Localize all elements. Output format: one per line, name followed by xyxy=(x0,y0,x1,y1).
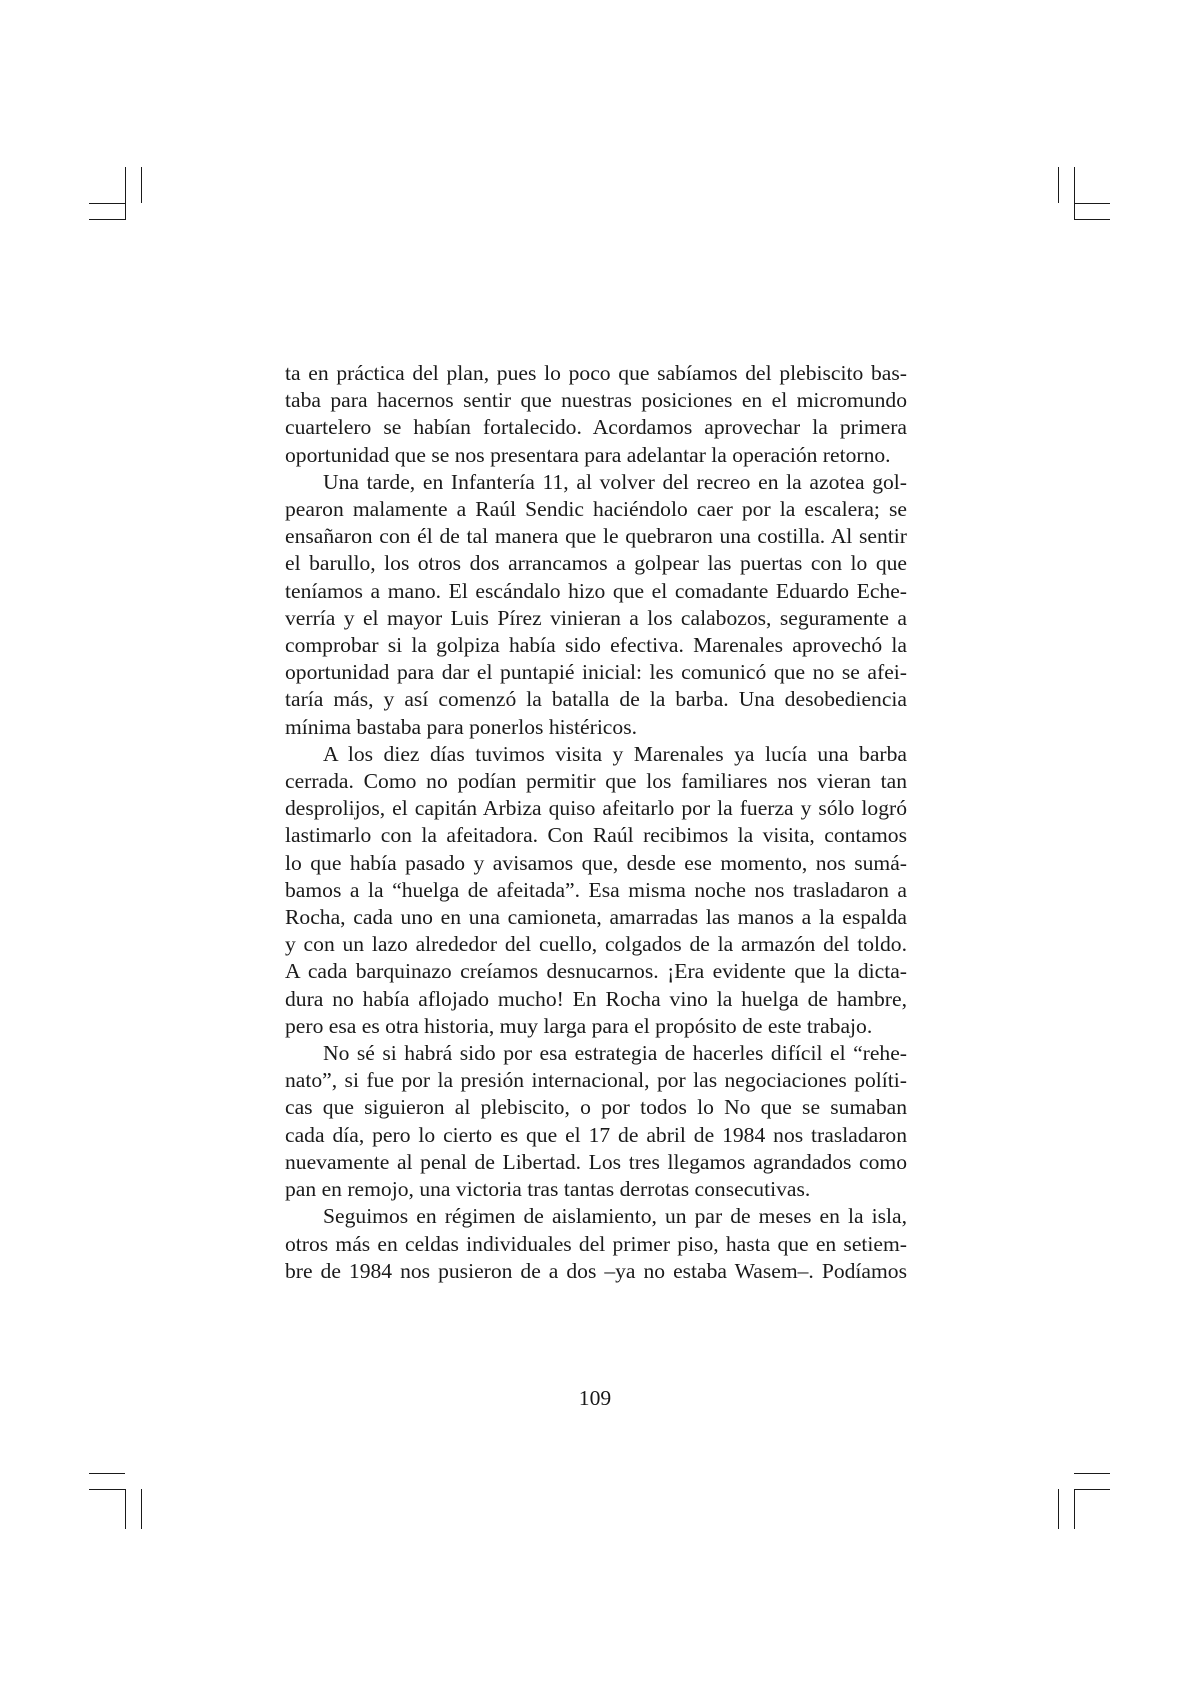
text-line: desprolijos, el capitán Arbiza quiso afeitarlo por la fuerza y sólo logró xyxy=(285,796,907,821)
text-line: taba para hacernos sentir que nuestras posiciones en el micromundo xyxy=(285,388,907,413)
text-line: otros más en celdas individuales del primer piso, hasta que en setiem- xyxy=(285,1231,907,1256)
text-line: nuevamente al penal de Libertad. Los tres llegamos agrandados como xyxy=(285,1149,907,1174)
crop-mark xyxy=(141,167,142,203)
crop-mark xyxy=(1074,1489,1110,1490)
text-line: y con un lazo alrededor del cuello, colgados de la armazón del toldo. xyxy=(285,932,907,957)
crop-mark xyxy=(125,1489,126,1529)
text-line: cada día, pero lo cierto es que el 17 de abril de 1984 nos trasladaron xyxy=(285,1122,907,1147)
text-line: pearon malamente a Raúl Sendic haciéndolo caer por la escalera; se xyxy=(285,497,907,522)
text-line: cerrada. Como no podían permitir que los familiares nos vieran tan xyxy=(285,769,907,794)
text-line: A cada barquinazo creíamos desnucarnos. ¡Era evidente que la dicta- xyxy=(285,959,907,984)
paragraph xyxy=(285,360,907,469)
text-line: No sé si habrá sido por esa estrategia de hacerles difícil el “rehe- xyxy=(323,1041,907,1066)
text-line: ensañaron con él de tal manera que le quebraron una costilla. Al sentir xyxy=(285,524,907,549)
text-line: el barullo, los otros dos arrancamos a golpear las puertas con lo que xyxy=(285,551,907,576)
paragraph xyxy=(285,741,907,1040)
text-line: oportunidad que se nos presentara para adelantar la operación retorno. xyxy=(285,442,891,467)
crop-mark xyxy=(89,1473,125,1474)
text-line: Una tarde, en Infantería 11, al volver del recreo en la azotea gol- xyxy=(323,469,907,494)
paragraph xyxy=(285,469,907,741)
text-line: Seguimos en régimen de aislamiento, un par de meses en la isla, xyxy=(323,1204,907,1229)
text-line: dura no había aflojado mucho! En Rocha vino la huelga de hambre, xyxy=(285,986,907,1011)
text-line: pero esa es otra historia, muy larga para el propósito de este trabajo. xyxy=(285,1013,873,1038)
text-line: pan en remojo, una victoria tras tantas derrotas consecutivas. xyxy=(285,1177,811,1202)
crop-mark xyxy=(1074,203,1110,204)
text-line: Rocha, cada uno en una camioneta, amarradas las manos a la espalda xyxy=(285,905,907,930)
crop-mark xyxy=(141,1489,142,1529)
crop-mark xyxy=(1074,1473,1110,1474)
text-line: taría más, y así comenzó la batalla de la barba. Una desobediencia xyxy=(285,687,907,712)
text-line: lastimarlo con la afeitadora. Con Raúl recibimos la visita, contamos xyxy=(285,823,907,848)
text-line: verría y el mayor Luis Pírez vinieran a los calabozos, seguramente a xyxy=(285,605,907,630)
paragraph xyxy=(285,1040,907,1203)
text-line: bamos a la “huelga de afeitada”. Esa misma noche nos trasladaron a xyxy=(285,877,907,902)
crop-mark xyxy=(1058,167,1059,203)
text-line: cuartelero se habían fortalecido. Acordamos aprovechar la primera xyxy=(285,415,907,440)
crop-mark xyxy=(89,219,125,220)
text-line: ta en práctica del plan, pues lo poco que sabíamos del plebiscito bas- xyxy=(285,361,907,385)
crop-mark xyxy=(89,203,125,204)
text-line: A los diez días tuvimos visita y Marenales ya lucía una barba xyxy=(323,741,907,766)
crop-mark xyxy=(1074,167,1075,220)
text-line: mínima bastaba para ponerlos histéricos. xyxy=(285,714,637,739)
crop-mark xyxy=(1074,1489,1075,1529)
crop-mark xyxy=(1074,219,1110,220)
text-line: comprobar si la golpiza había sido efectiva. Marenales aprovechó la xyxy=(285,633,907,658)
text-line: nato”, si fue por la presión internacional, por las negociaciones políti- xyxy=(285,1068,907,1093)
crop-mark xyxy=(125,167,126,220)
text-line: lo que había pasado y avisamos que, desde ese momento, nos sumá- xyxy=(285,850,907,875)
paragraph xyxy=(285,1203,907,1285)
body-text xyxy=(285,360,907,1285)
crop-mark xyxy=(89,1489,125,1490)
page-number: 109 xyxy=(578,1386,612,1410)
text-line: cas que siguieron al plebiscito, o por todos lo No que se sumaban xyxy=(285,1095,907,1120)
text-line: bre de 1984 nos pusieron de a dos –ya no estaba Wasem–. Podíamos xyxy=(285,1258,907,1283)
crop-mark xyxy=(1058,1489,1059,1529)
text-line: oportunidad para dar el puntapié inicial: les comunicó que no se afei- xyxy=(285,660,907,685)
text-line: teníamos a mano. El escándalo hizo que el comadante Eduardo Eche- xyxy=(285,578,907,603)
